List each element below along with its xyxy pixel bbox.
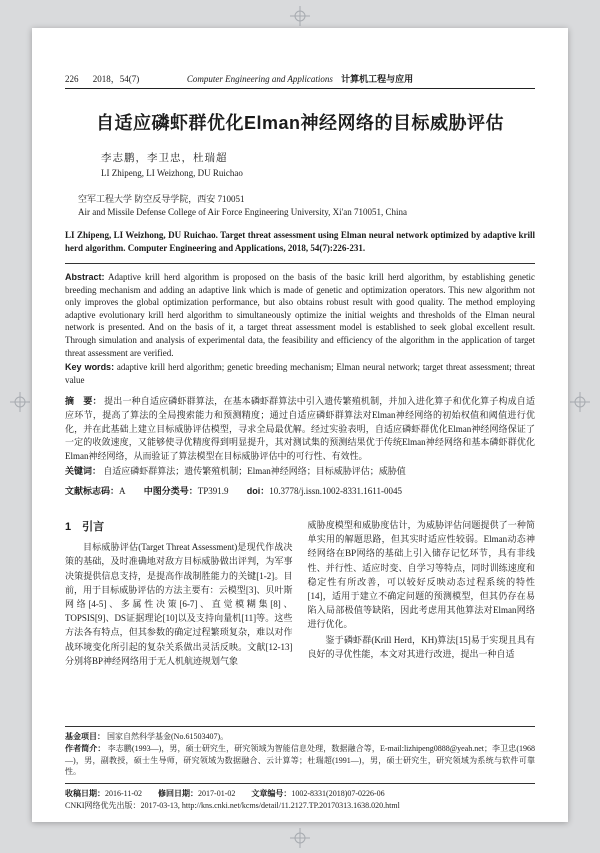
article-number: 文章编号：1002-8331(2018)07-0226-06 bbox=[251, 788, 385, 798]
english-abstract bbox=[65, 271, 535, 359]
cnki-label: CNKI网络优先出版： bbox=[65, 801, 141, 811]
running-head-left bbox=[65, 72, 139, 85]
body-paragraph: 威胁度模型和威胁度估计，为威胁评估问题提供了一种简单实用的解题思路，但其实时适应性较弱。Elman动态神经网络在BP网络的基础上引入储存记忆环节，具有非线性、并行性、适应时变、自学习等特点，同时训练速度和稳定性有所改善，可以较好反映动态过程系统的特性[14]，适用于建立不确定问题的预测模型，但其仍存在易陷入局部极值等缺陷，因此考虑用其他算法对Elman网络进行优化。 bbox=[307, 519, 535, 630]
affiliation-cn: 空军工程大学 防空反导学院，西安 710051 bbox=[78, 194, 245, 204]
cnki-url: 2017-03-13, http://kns.cnki.net/kcms/detail/11.2127.TP.20170313.1638.020.html bbox=[140, 801, 400, 811]
page-number: 226 bbox=[65, 74, 79, 84]
authors-en: LI Zhipeng, LI Weizhong, DU Ruichao bbox=[101, 168, 243, 178]
bio-label: 作者简介： bbox=[65, 744, 106, 754]
document-meta-line bbox=[65, 484, 535, 497]
body-columns bbox=[65, 518, 535, 722]
body-paragraph: 鉴于磷虾群(Krill Herd，KH)算法[15]易于实现且具有良好的寻优性能，本文对其进行改进，提出一种自适 bbox=[307, 634, 535, 659]
doi: doi：10.3778/j.issn.1002-8331.1611-0045 bbox=[246, 485, 402, 496]
running-head bbox=[65, 72, 535, 85]
keywords-label-en: Key words: bbox=[65, 362, 115, 373]
body-paragraph: 目标威胁评估(Target Threat Assessment)是现代作战决策的基础，及时准确地对敌方目标威胁做出评判，为军事决策提供信息支持，是提高作战制胜能力的关键[1-2]。目前，用于目标威胁评估的方法主要有：云模型[3]、贝叶斯网络[4-5]、多属性决策[6-7]、直觉模糊集[8]、TOPSIS[9]、DS证据理论[10]以及支持向量机[11]等。这些方法各有特点，但其参数的确定过程繁琐复杂，难以对作战环境变化所引起的复杂关系做出灵活反映。文献[12-13]分别将BP神经网络用于无人机航迹规划气象 bbox=[65, 542, 293, 666]
fund-text: 国家自然科学基金(No.61503407)。 bbox=[107, 732, 229, 742]
body-column-left bbox=[65, 518, 293, 722]
authors-cn: 李志鹏，李卫忠，杜瑞超 bbox=[101, 153, 228, 164]
article-title: 自适应磷虾群优化Elman神经网络的目标威胁评估 bbox=[95, 113, 504, 133]
issue-info: 2018，54(7) bbox=[92, 74, 140, 84]
bio-text: 李志鹏(1993—)，男，硕士研究生，研究领域为智能信息处理，数据融合等，E-mail:lizhipeng0888@yeah.net；李卫忠(1968—)，男，副教授，硕士生导师，研究领域为数据融合、云计算等；杜瑞超(1991—)，男，硕士研究生，研究领域为系统与软件可靠性。 bbox=[65, 744, 536, 777]
paper-page bbox=[32, 28, 568, 822]
abstract-label-cn: 摘 要： bbox=[65, 396, 102, 407]
footnote-block bbox=[65, 721, 535, 812]
dates-line bbox=[65, 788, 535, 800]
abstract-text-cn: 提出一种自适应磷虾群算法，在基本磷虾群算法中引入遗传繁殖机制，并加入进化算子和优化算子构成自适应环节，提高了算法的全局搜索能力和预测精度；通过自适应磷虾群算法对Elman神经网络的初始权值和阈值进行优化，并在此基础上建立目标威胁评估模型，寻求全局最优解。经过实验表明，自适应磷虾群优化Elman神经网络保证了一定的收敛速度，又能够使寻优精度得到明显提升，其对测试集的预测结果优于传统Elman神经网络和基本磷虾群优化Elman神经网络，从而验证了算法模型在目标威胁评估中的可行性、有效性。 bbox=[65, 396, 535, 461]
chinese-keywords bbox=[65, 465, 535, 479]
header-rule bbox=[65, 88, 535, 89]
citation-line: LI Zhipeng, LI Weizhong, DU Ruichao. Target threat assessment using Elman neural network optimized by adaptive krill herd algorithm. Computer Engineering and Applications, 2018, 54(7):226-231. bbox=[65, 230, 535, 253]
fund-line bbox=[65, 731, 535, 743]
author-bio-line bbox=[65, 743, 535, 778]
clc-number: 中图分类号：TP391.9 bbox=[143, 485, 229, 496]
received-date: 收稿日期：2016-11-02 bbox=[65, 788, 143, 798]
registration-mark-top bbox=[290, 6, 310, 26]
keywords-text-en: adaptive krill herd algorithm; genetic breeding mechanism; Elman neural network; target threat assessment; threat value bbox=[65, 362, 536, 385]
registration-mark-right bbox=[570, 392, 590, 412]
registration-mark-bottom bbox=[290, 828, 310, 848]
journal-name-cn: 计算机工程与应用 bbox=[341, 74, 414, 84]
abstract-text-en: Adaptive krill herd algorithm is proposed on the basis of the basic krill herd algorithm, by establishing genetic breeding mechanism and adding an adaptive link which is made of genetic and optimization operators. This new algorithm not only improves the global optimization performance, but also obtains robust result with good quality. The method employing adaptive evolutionary krill herd algorithm to simultaneously optimize the initial weights and thresholds of the Elman neural network is presented. And on the basis of it, a target threat assessment model is established to seek global excellent result. Through simulation and analysis of experimental data, the feasibility and efficiency of the algorithm in the application of target threat assessment are verified. bbox=[65, 272, 535, 358]
abstract-label-en: Abstract: bbox=[65, 272, 105, 282]
footnote-top-rule bbox=[65, 726, 535, 727]
doc-code: 文献标志码：A bbox=[65, 485, 126, 496]
journal-name-en: Computer Engineering and Applications bbox=[186, 74, 333, 84]
english-keywords bbox=[65, 361, 535, 386]
abstract-top-rule bbox=[65, 263, 535, 264]
affiliation-en: Air and Missile Defense College of Air Force Engineering University, Xi'an 710051, China bbox=[78, 207, 407, 217]
keywords-label-cn: 关键词： bbox=[65, 466, 102, 477]
keywords-text-cn: 自适应磷虾群算法；遗传繁殖机制；Elman神经网络；目标威胁评估；威胁值 bbox=[103, 466, 406, 477]
body-column-right bbox=[308, 518, 536, 722]
registration-mark-left bbox=[10, 392, 30, 412]
footnote-bottom-rule bbox=[65, 783, 535, 784]
section-1-heading: 1 引言 bbox=[65, 520, 105, 533]
cnki-line bbox=[65, 800, 535, 812]
chinese-abstract bbox=[65, 395, 535, 463]
fund-label: 基金项目： bbox=[65, 732, 105, 742]
revised-date: 修回日期：2017-01-02 bbox=[158, 788, 236, 798]
